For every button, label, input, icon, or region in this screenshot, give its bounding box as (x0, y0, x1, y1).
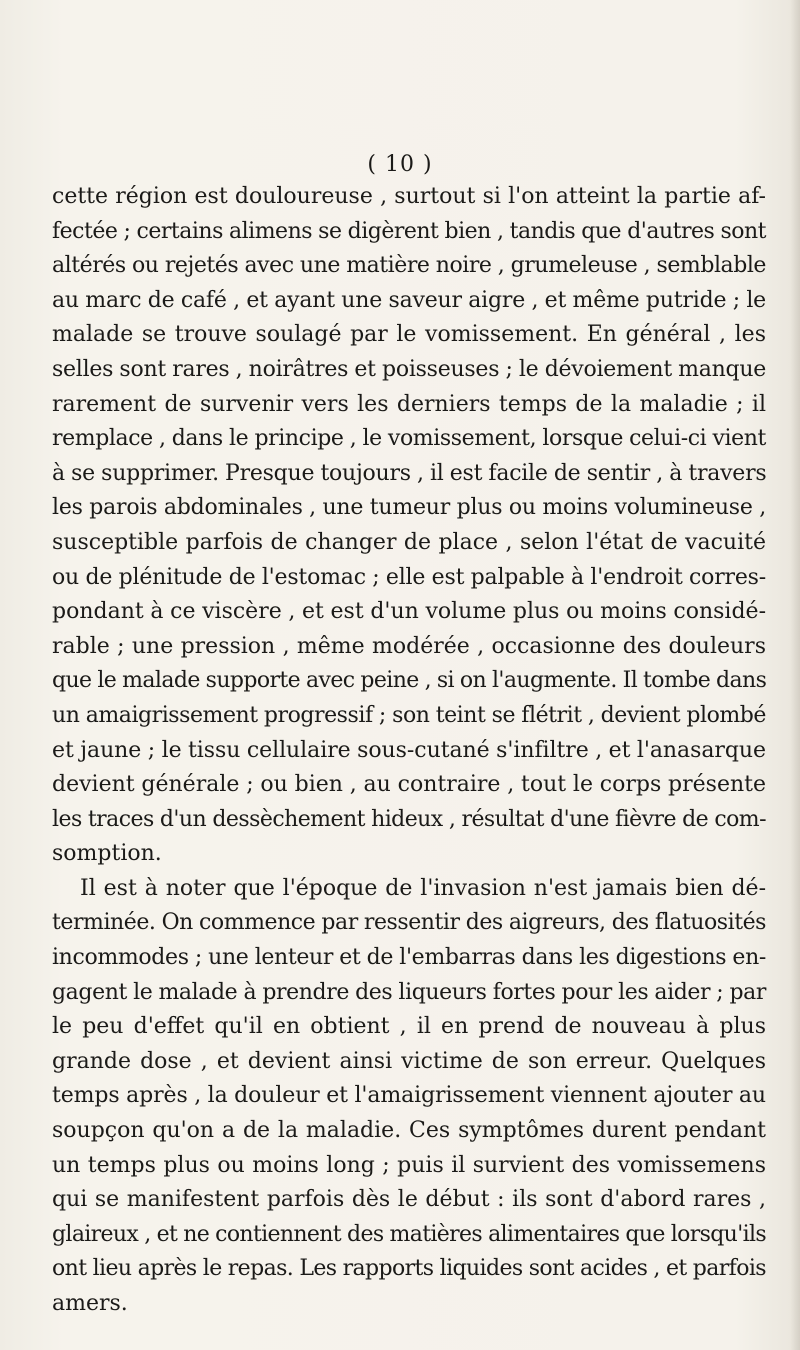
text-line: rarement de survenir vers les derniers temps de la maladie ; il (52, 391, 766, 417)
text-line: amers. (52, 1291, 128, 1316)
text-line: glaireux , et ne contiennent des matières alimentaires que lorsqu'ils (52, 1221, 766, 1247)
text-line: terminée. On commence par ressentir des aigreurs, des flatuosités (52, 910, 766, 936)
paragraph-2 (52, 872, 766, 1322)
page-edge-shadow (790, 0, 800, 1350)
text-line: susceptible parfois de changer de place , selon l'état de vacuité (52, 529, 766, 555)
text-line: Il est à noter que l'époque de l'invasion n'est jamais bien dé- (80, 875, 766, 901)
text-line: malade se trouve soulagé par le vomissement. En général , les (52, 322, 766, 348)
text-line: selles sont rares , noirâtres et poisseuses ; le dévoiement manque (52, 356, 767, 382)
page-number: ( 10 ) (367, 152, 433, 177)
text-line: ont lieu après le repas. Les rapports liquides sont acides , et parfois (52, 1256, 766, 1282)
text-line: grande dose , et devient ainsi victime de son erreur. Quelques (52, 1048, 766, 1074)
text-line: et jaune ; le tissu cellulaire sous-cutané s'infiltre , et l'anasarque (52, 737, 766, 763)
text-line: pondant à ce viscère , et est d'un volume plus ou moins considé- (52, 599, 766, 625)
text-line: temps après , la douleur et l'amaigrissement viennent ajouter au (52, 1083, 766, 1109)
text-line: devient générale ; ou bien , au contraire , tout le corps présente (52, 772, 766, 798)
text-line: incommodes ; une lenteur et de l'embarras dans les digestions en- (52, 945, 766, 971)
text-line: que le malade supporte avec peine , si on l'augmente. Il tombe dans (52, 668, 767, 694)
text-line: soupçon qu'on a de la maladie. Ces symptômes durent pendant (52, 1118, 766, 1144)
paragraph-1 (52, 180, 766, 872)
text-line: les parois abdominales , une tumeur plus ou moins volumineuse , (52, 495, 766, 521)
text-line: le peu d'effet qu'il en obtient , il en prend de nouveau à plus (52, 1014, 766, 1040)
text-line: somption. (52, 841, 162, 867)
text-line: au marc de café , et ayant une saveur aigre , et même putride ; le (52, 287, 766, 313)
text-line: gagent le malade à prendre des liqueurs fortes pour les aider ; par (52, 979, 766, 1005)
text-line: un temps plus ou moins long ; puis il survient des vomissemens (52, 1152, 766, 1178)
text-line: altérés ou rejetés avec une matière noire , grumeleuse , semblable (52, 253, 766, 279)
text-line: un amaigrissement progressif ; son teint se flétrit , devient plombé (52, 702, 766, 728)
page-body (52, 180, 766, 1322)
text-line: rable ; une pression , même modérée , occasionne des douleurs (52, 633, 766, 659)
text-line: à se supprimer. Presque toujours , il est facile de sentir , à travers (52, 460, 767, 486)
text-line: cette région est douloureuse , surtout si l'on atteint la partie af- (52, 184, 766, 209)
text-line: fectée ; certains alimens se digèrent bien , tandis que d'autres sont (52, 218, 766, 244)
text-line: remplace , dans le principe , le vomissement, lorsque celui-ci vient (52, 426, 766, 452)
text-line: qui se manifestent parfois dès le début : ils sont d'abord rares , (52, 1187, 766, 1213)
text-line: les traces d'un dessèchement hideux , résultat d'une fièvre de com- (52, 806, 766, 832)
text-line: ou de plénitude de l'estomac ; elle est palpable à l'endroit corres- (52, 564, 766, 590)
